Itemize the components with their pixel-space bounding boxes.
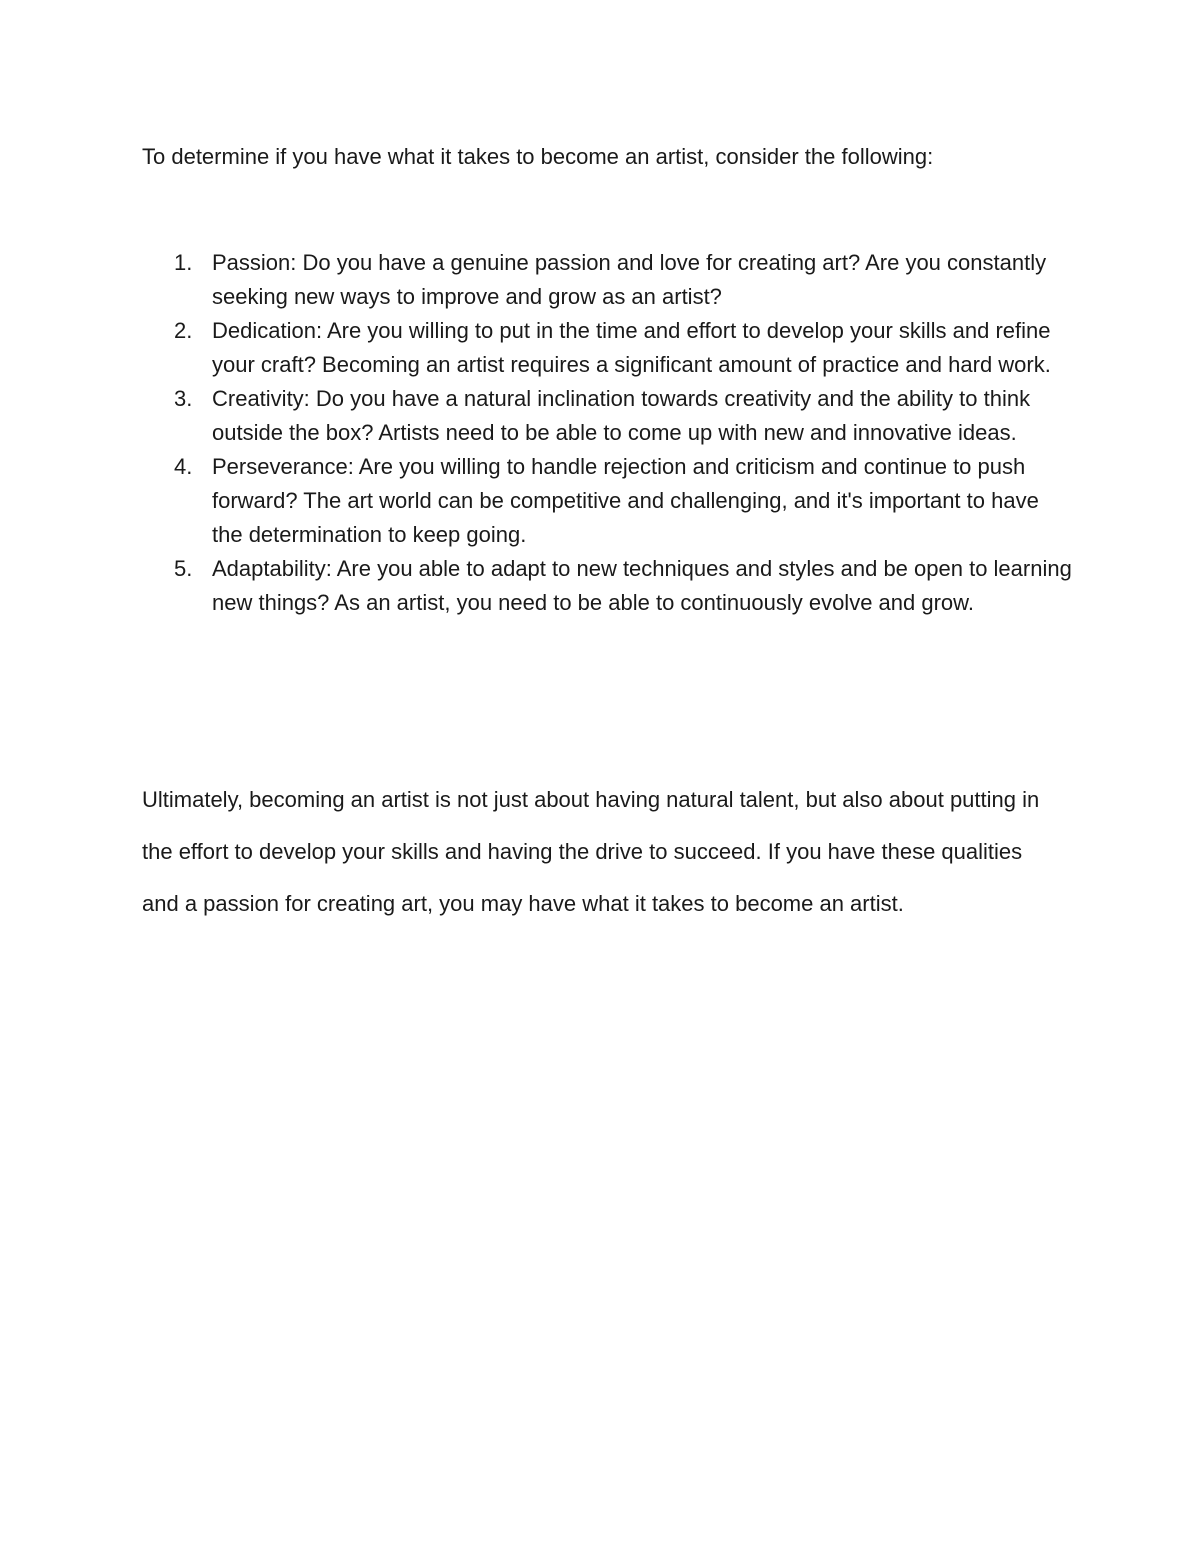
list-item-text: Creativity: Do you have a natural inclination towards creativity and the ability to think outside the box? Artists need to be able to come up with new and innovative ideas. — [212, 386, 1031, 445]
list-item-number: 2. — [174, 318, 193, 343]
list-item-text: Passion: Do you have a genuine passion and love for creating art? Are you constantly seeking new ways to improve and grow as an artist? — [212, 250, 1047, 309]
list-item — [142, 552, 1072, 620]
list-item-text: Dedication: Are you willing to put in the time and effort to develop your skills and refine your craft? Becoming an artist requires a significant amount of practice and hard work. — [212, 318, 1051, 377]
list-item-text: Adaptability: Are you able to adapt to new techniques and styles and be open to learning new things? As an artist, you need to be able to continuously evolve and grow. — [212, 556, 1072, 615]
list-item — [142, 450, 1072, 552]
list-item — [142, 246, 1072, 314]
list-item-number: 5. — [174, 556, 193, 581]
list-item-number: 3. — [174, 386, 193, 411]
qualities-list — [142, 246, 1072, 620]
list-item — [142, 314, 1072, 382]
closing-paragraph: Ultimately, becoming an artist is not just about having natural talent, but also about putting in the effort to develop your skills and having the drive to succeed. If you have these qualities and a passion for creating art, you may have what it takes to become an artist. — [142, 787, 1040, 916]
list-item-text: Perseverance: Are you willing to handle rejection and criticism and continue to push forward? The art world can be competitive and challenging, and it's important to have the determination to keep going. — [212, 454, 1039, 547]
list-item-number: 4. — [174, 454, 193, 479]
list-item-number: 1. — [174, 250, 193, 275]
intro-paragraph: To determine if you have what it takes to become an artist, consider the following: — [142, 144, 934, 169]
list-item — [142, 382, 1072, 450]
